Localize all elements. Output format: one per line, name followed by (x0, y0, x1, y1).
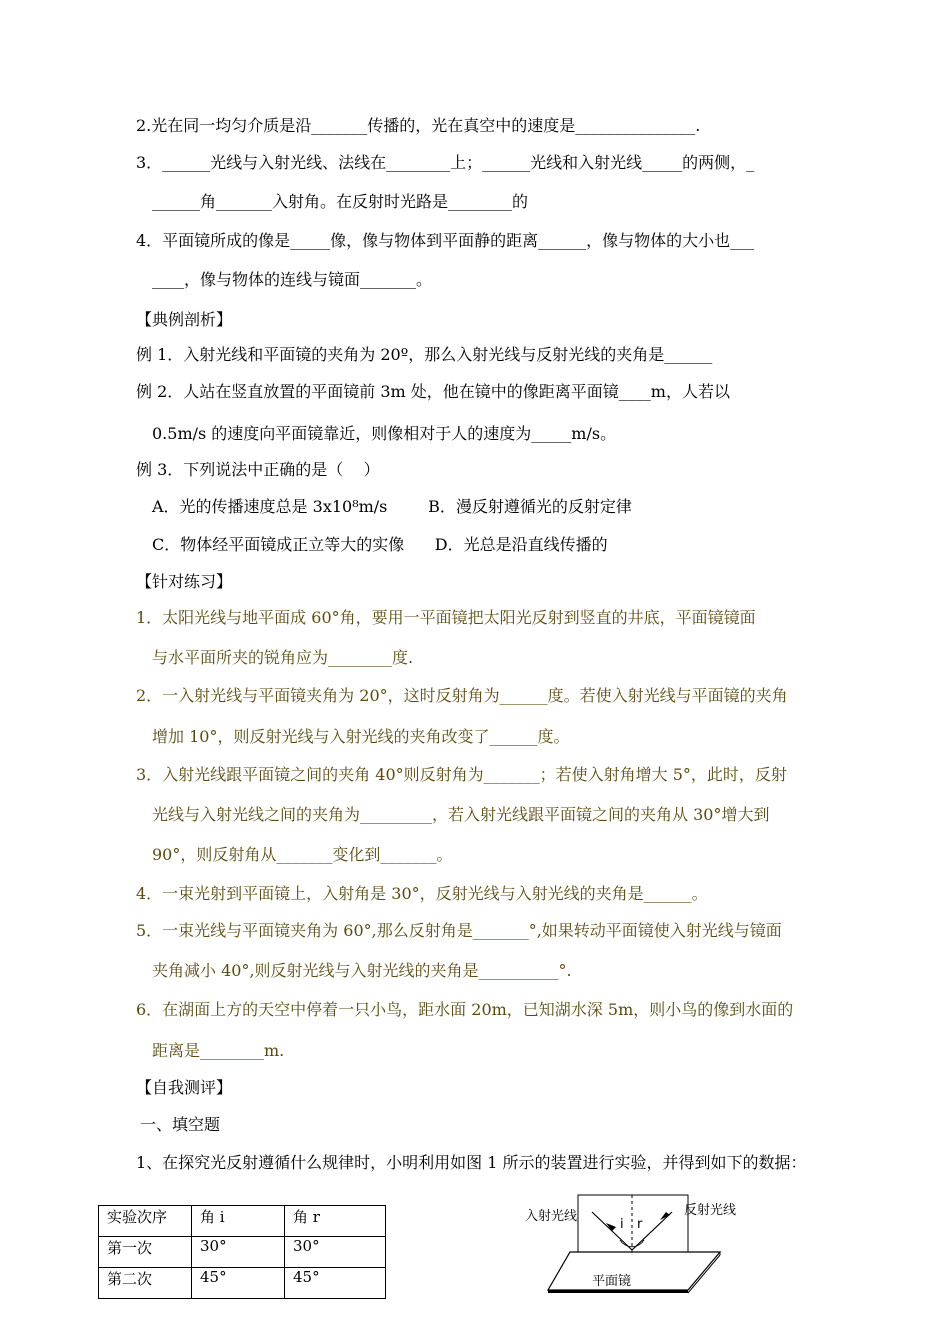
example-3-options-cd: C．物体经平面镜成正立等大的实像 D．光总是沿直线传播的 (152, 535, 608, 554)
question-2-line: 2.光在同一均匀介质是沿_______传播的，光在真空中的速度是_______________. (136, 116, 701, 135)
table-header-cell: 角 i (192, 1206, 285, 1237)
reflection-apparatus-figure (520, 1190, 750, 1305)
section-heading-self-test: 【自我测评】 (136, 1078, 233, 1097)
practice-4-line: 4．一束光射到平面镜上，入射角是 30°，反射光线与入射光线的夹角是______。 (136, 884, 708, 903)
subsection-fill-blank: 一、填空题 (140, 1115, 221, 1134)
table-cell: 45° (192, 1268, 285, 1299)
angle-i-label: i (620, 1217, 624, 1232)
table-row (99, 1268, 386, 1299)
practice-3-line-1: 3．入射光线跟平面镜之间的夹角 40°则反射角为_______；若使入射角增大 5°，此时，反射 (136, 765, 787, 784)
incident-ray-label: 入射光线 (525, 1209, 578, 1224)
table-cell: 30° (285, 1237, 386, 1268)
table-header-row (99, 1206, 386, 1237)
practice-2-line-1: 2．一入射光线与平面镜夹角为 20°，这时反射角为______度。若使入射光线与平面镜的夹角 (136, 686, 788, 705)
table-cell: 30° (192, 1237, 285, 1268)
practice-3-line-3: 90°，则反射角从_______变化到_______。 (152, 845, 453, 864)
table-cell: 第二次 (99, 1268, 192, 1299)
practice-5-line-1: 5．一束光线与平面镜夹角为 60°,那么反射角是_______°,如果转动平面镜使入射光线与镜面 (136, 921, 782, 940)
example-3-line: 例 3．下列说法中正确的是（ ） (136, 460, 380, 479)
experiment-table (98, 1205, 386, 1299)
section-heading-practice: 【针对练习】 (136, 572, 233, 591)
vertical-board (578, 1195, 688, 1253)
practice-6-line-2: 距离是________m. (152, 1041, 285, 1060)
table-row (99, 1237, 386, 1268)
practice-1-line-2: 与水平面所夹的锐角应为________度. (152, 648, 414, 667)
question-3-line-1: 3．______光线与入射光线、法线在________上；______光线和入射光线_____的两侧，_ (136, 153, 755, 172)
example-1-line: 例 1．入射光线和平面镜的夹角为 20º，那么入射光线与反射光线的夹角是______ (136, 345, 713, 364)
plane-mirror (548, 1252, 720, 1290)
practice-3-line-2: 光线与入射光线之间的夹角为_________，若入射光线跟平面镜之间的夹角从 30°增大到 (152, 805, 770, 824)
reflected-ray-label: 反射光线 (684, 1203, 737, 1218)
angle-r-label: r (637, 1217, 643, 1232)
example-3-options-ab: A．光的传播速度总是 3x10⁸m/s B．漫反射遵循光的反射定律 (152, 497, 632, 516)
section-heading-examples: 【典例剖析】 (136, 310, 233, 329)
practice-6-line-1: 6．在湖面上方的天空中停着一只小鸟，距水面 20m，已知湖水深 5m，则小鸟的像到水面的 (136, 1000, 794, 1019)
table-header-cell: 角 r (285, 1206, 386, 1237)
practice-2-line-2: 增加 10°，则反射光线与入射光线的夹角改变了______度。 (152, 727, 570, 746)
table-cell: 第一次 (99, 1237, 192, 1268)
question-4-line-1: 4．平面镜所成的像是_____像，像与物体到平面静的距离______，像与物体的大小也___ (136, 231, 755, 250)
self-test-question-1: 1、在探究光反射遵循什么规律时，小明利用如图 1 所示的装置进行实验，并得到如下的数据： (136, 1153, 807, 1172)
practice-1-line-1: 1．太阳光线与地平面成 60°角，要用一平面镜把太阳光反射到竖直的井底，平面镜镜面 (136, 608, 756, 627)
table-header-cell: 实验次序 (99, 1206, 192, 1237)
mirror-edge (548, 1290, 688, 1293)
table-cell: 45° (285, 1268, 386, 1299)
mirror-label: 平面镜 (592, 1274, 632, 1289)
question-4-line-2: ____，像与物体的连线与镜面_______。 (152, 270, 433, 289)
question-3-line-2: ______角_______入射角。在反射时光路是________的 (152, 192, 529, 211)
practice-5-line-2: 夹角减小 40°,则反射光线与入射光线的夹角是__________°. (152, 961, 572, 980)
example-2-line-2: 0.5m/s 的速度向平面镜靠近，则像相对于人的速度为_____m/s。 (152, 424, 617, 443)
example-2-line-1: 例 2．人站在竖直放置的平面镜前 3m 处，他在镜中的像距离平面镜____m，人若以 (136, 382, 730, 401)
